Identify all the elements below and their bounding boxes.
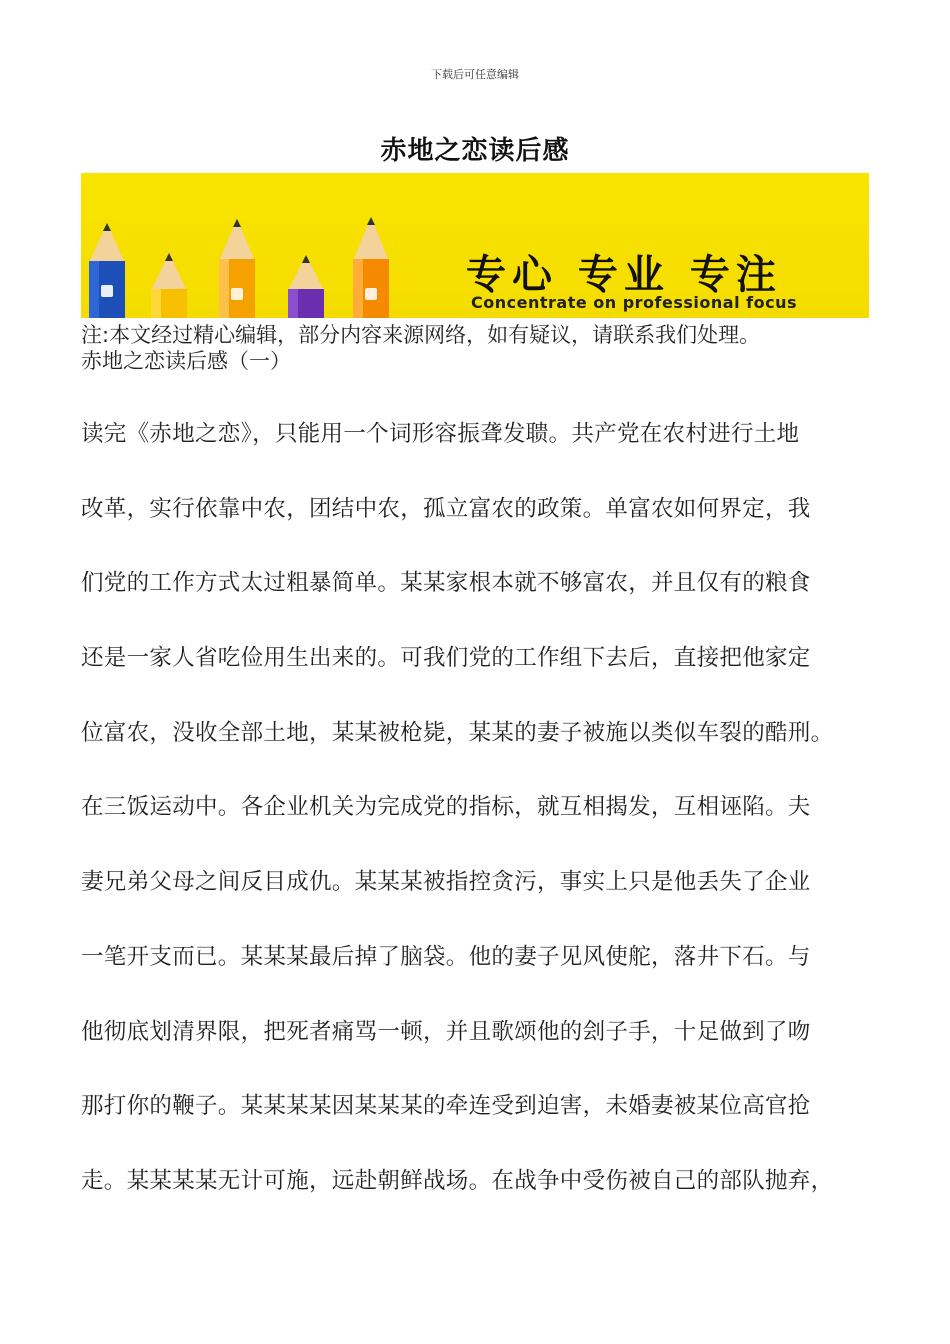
pencil-blue-icon: [89, 223, 125, 318]
body-line: 在三饭运动中。各企业机关为完成党的指标，就互相揭发，互相诬陷。夫: [81, 794, 811, 821]
body-line: 走。某某某某无计可施，远赴朝鲜战场。在战争中受伤被自己的部队抛弃，: [81, 1167, 834, 1194]
pencil-orange-icon: [219, 219, 255, 318]
document-title: 赤地之恋读后感: [380, 136, 570, 166]
pencil-purple-icon: [288, 255, 324, 318]
editor-note: 注:本文经过精心编辑，部分内容来源网络，如有疑议，请联系我们处理。: [81, 323, 761, 347]
body-line: 一笔开支而已。某某某最后掉了脑袋。他的妻子见风使舵，落井下石。与: [81, 943, 811, 970]
body-line: 妻兄弟父母之间反目成仇。某某某被指控贪污，事实上只是他丢失了企业: [81, 869, 811, 896]
pencil-yellow-icon: [151, 253, 187, 318]
top-note: 下载后可任意编辑: [431, 68, 519, 81]
pencils-illustration: [81, 173, 461, 318]
body-line: 他彻底划清界限，把死者痛骂一顿，并且歌颂他的刽子手，十足做到了吻: [81, 1018, 811, 1045]
body-line: 读完《赤地之恋》，只能用一个词形容振聋发聩。共产党在农村进行土地: [81, 421, 800, 447]
body-line: 改革，实行依靠中农，团结中农，孤立富农的政策。单富农如何界定，我: [81, 495, 811, 522]
pencil-orange-icon: [353, 217, 389, 318]
banner-image: [81, 173, 869, 318]
body-text: [81, 418, 891, 1240]
body-line: 位富农，没收全部土地，某某被枪毙，某某的妻子被施以类似车裂的酷刑。: [81, 719, 834, 746]
body-line: 们党的工作方式太过粗暴简单。某某家根本就不够富农，并且仅有的粮食: [81, 570, 811, 597]
banner-subtitle: Concentrate on professional focus: [471, 293, 797, 312]
body-line: 还是一家人省吃俭用生出来的。可我们党的工作组下去后，直接把他家定: [81, 645, 811, 672]
section-subheading: 赤地之恋读后感（一）: [81, 349, 291, 373]
banner-slogan: 专心 专业 专注: [466, 252, 782, 298]
body-line: 那打你的鞭子。某某某某因某某某的牵连受到迫害，未婚妻被某位高官抢: [81, 1093, 811, 1120]
